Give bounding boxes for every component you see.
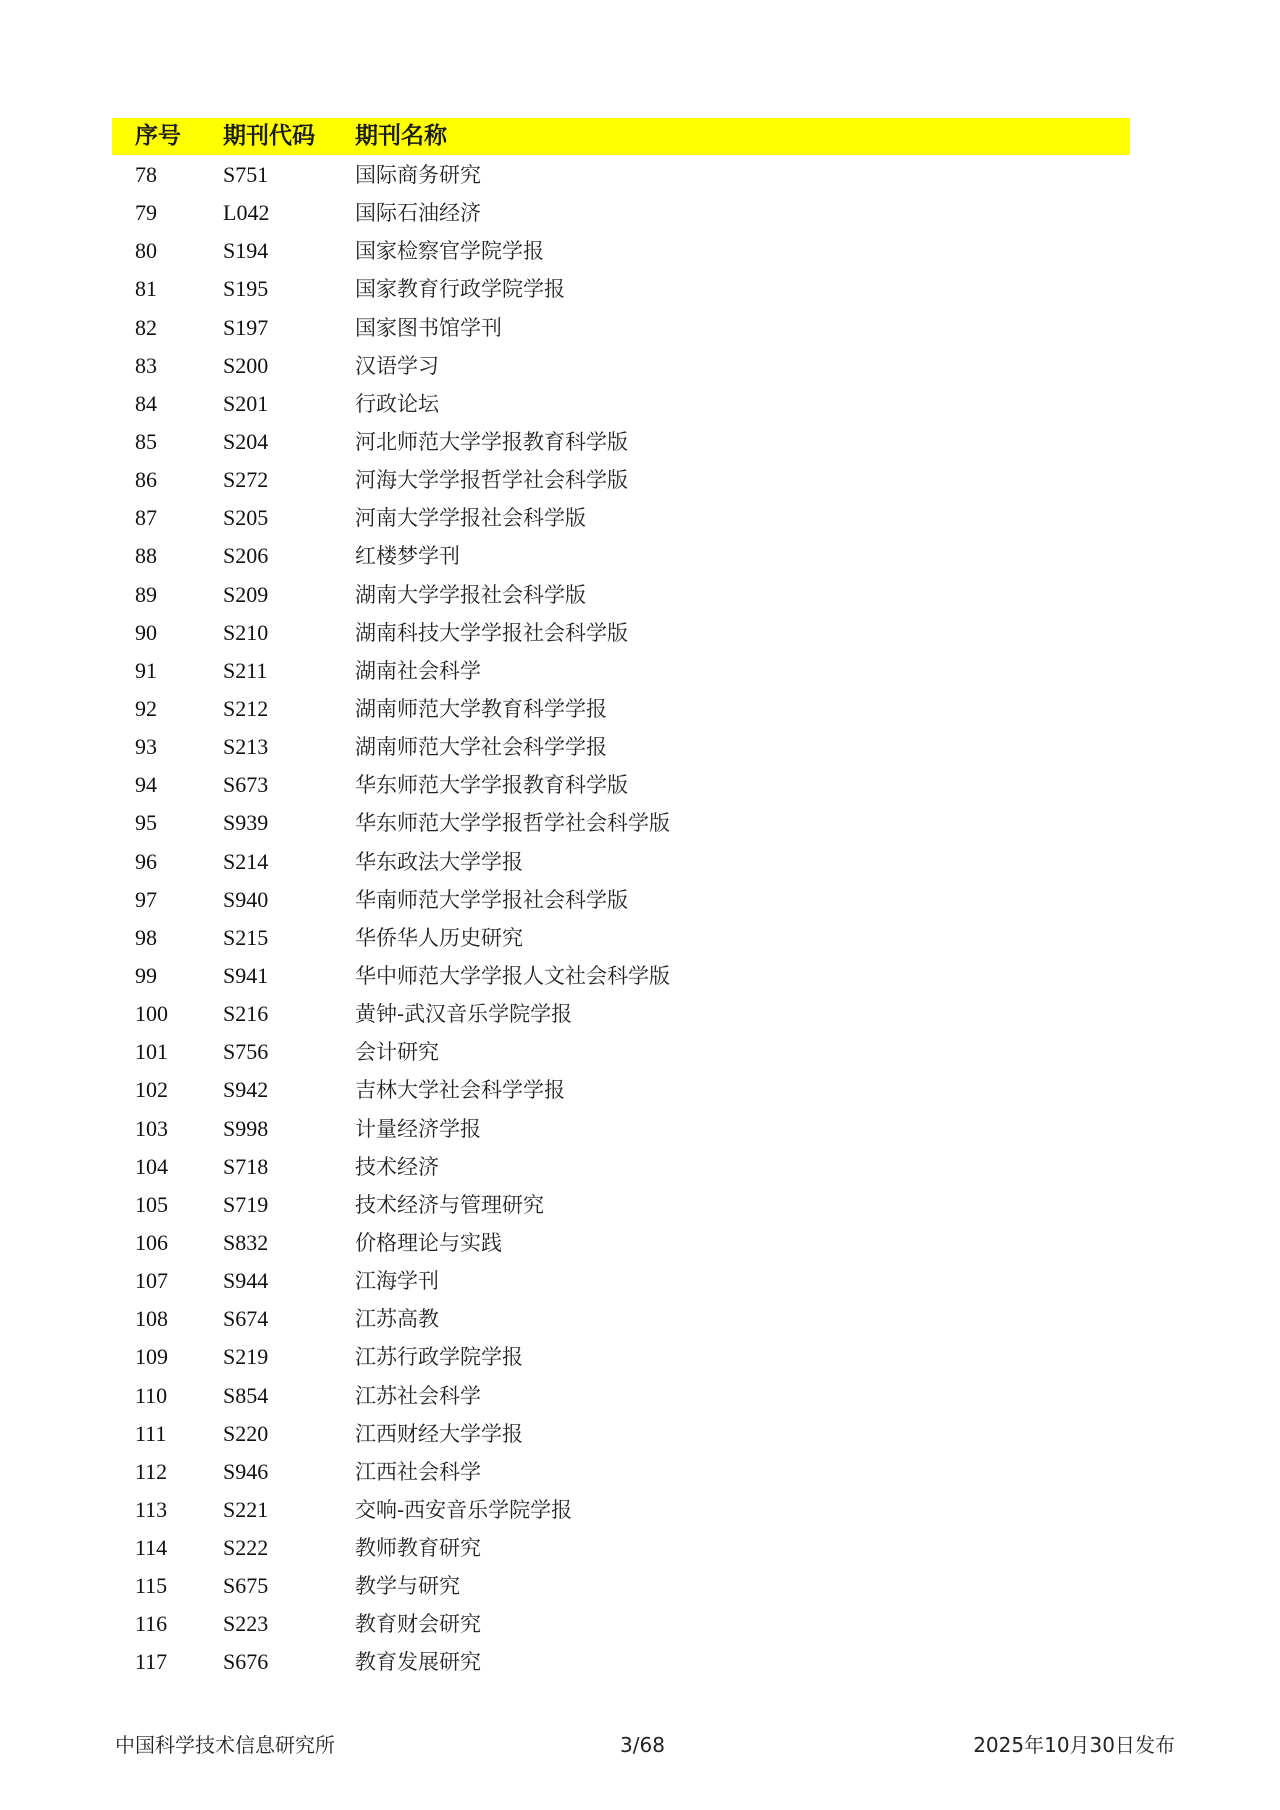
- table-row: [0, 957, 1280, 995]
- row-code: S201: [223, 390, 269, 416]
- table-row: [0, 1033, 1280, 1071]
- row-seq: 98: [135, 924, 157, 950]
- row-name: 江苏社会科学: [355, 1383, 481, 1408]
- row-seq: 109: [135, 1344, 168, 1370]
- table-row: [0, 1300, 1280, 1338]
- row-seq: 79: [135, 200, 157, 226]
- row-code: S195: [223, 276, 269, 302]
- row-seq: 89: [135, 581, 157, 607]
- row-code: S998: [223, 1115, 269, 1141]
- table-row: [0, 309, 1280, 347]
- row-seq: 78: [135, 162, 157, 187]
- table-row: [0, 690, 1280, 728]
- row-code: S939: [223, 810, 269, 836]
- table-row: [0, 614, 1280, 652]
- row-seq: 93: [135, 734, 157, 760]
- table-row: [0, 1453, 1280, 1491]
- row-seq: 84: [135, 390, 157, 416]
- row-seq: 97: [135, 886, 157, 912]
- table-row: [0, 843, 1280, 881]
- row-name: 华中师范大学学报人文社会科学版: [355, 963, 670, 988]
- row-seq: 101: [135, 1039, 168, 1065]
- row-name: 河北师范大学学报教育科学版: [355, 429, 628, 454]
- table-row: [0, 347, 1280, 385]
- table-row: [0, 881, 1280, 919]
- row-code: S272: [223, 467, 269, 493]
- table-row: [0, 576, 1280, 614]
- row-name: 教育发展研究: [355, 1650, 481, 1675]
- row-code: S200: [223, 352, 269, 378]
- table-row: [0, 1224, 1280, 1262]
- row-seq: 115: [135, 1573, 168, 1599]
- row-name: 技术经济与管理研究: [355, 1192, 544, 1217]
- row-seq: 117: [135, 1649, 168, 1675]
- row-name: 华东政法大学学报: [355, 849, 523, 874]
- row-code: S946: [223, 1458, 269, 1484]
- row-name: 教育财会研究: [355, 1612, 481, 1637]
- row-code: S854: [223, 1382, 269, 1408]
- row-name: 湖南师范大学社会科学学报: [355, 735, 607, 760]
- table-row: [0, 232, 1280, 270]
- row-code: S197: [223, 314, 269, 340]
- table-row: [0, 499, 1280, 537]
- row-code: S832: [223, 1229, 269, 1255]
- header-journal-code: 期刊代码: [223, 123, 315, 149]
- row-code: S205: [223, 505, 269, 531]
- row-seq: 114: [135, 1535, 168, 1561]
- row-name: 汉语学习: [355, 353, 439, 378]
- row-seq: 86: [135, 467, 157, 493]
- row-name: 河南大学学报社会科学版: [355, 506, 586, 531]
- row-name: 江海学刊: [355, 1269, 439, 1294]
- row-name: 华东师范大学学报教育科学版: [355, 773, 628, 798]
- table-row: [0, 1605, 1280, 1643]
- row-name: 技术经济: [355, 1154, 439, 1179]
- row-seq: 113: [135, 1496, 168, 1522]
- row-name: 华南师范大学学报社会科学版: [355, 887, 628, 912]
- row-name: 交响-西安音乐学院学报: [355, 1497, 573, 1522]
- row-code: S223: [223, 1611, 269, 1637]
- header-seq: 序号: [135, 123, 181, 149]
- row-name: 会计研究: [355, 1040, 439, 1065]
- row-code: S212: [223, 695, 269, 721]
- table-row: [0, 1491, 1280, 1529]
- table-row: [0, 1643, 1280, 1681]
- row-seq: 116: [135, 1611, 168, 1637]
- row-name: 湖南大学学报社会科学版: [355, 582, 586, 607]
- header-journal-name: 期刊名称: [355, 123, 447, 149]
- table-row: [0, 385, 1280, 423]
- row-seq: 111: [135, 1420, 167, 1446]
- table-row: [0, 1415, 1280, 1453]
- table-row: [0, 728, 1280, 766]
- row-seq: 81: [135, 276, 157, 302]
- row-code: S944: [223, 1268, 269, 1294]
- row-seq: 103: [135, 1115, 168, 1141]
- row-name: 湖南科技大学学报社会科学版: [355, 620, 628, 645]
- row-name: 国家检察官学院学报: [355, 239, 544, 264]
- table-row: [0, 537, 1280, 575]
- row-code: S206: [223, 543, 269, 569]
- row-code: S209: [223, 581, 269, 607]
- row-code: S221: [223, 1496, 269, 1522]
- row-code: S210: [223, 619, 269, 645]
- row-code: L042: [223, 200, 270, 226]
- row-name: 国际石油经济: [355, 201, 481, 226]
- row-name: 国家教育行政学院学报: [355, 277, 565, 302]
- row-code: S756: [223, 1039, 269, 1065]
- row-code: S222: [223, 1535, 269, 1561]
- row-seq: 91: [135, 657, 157, 683]
- row-name: 国际商务研究: [355, 163, 481, 187]
- row-code: S719: [223, 1191, 269, 1217]
- row-name: 华侨华人历史研究: [355, 925, 523, 950]
- row-name: 江西社会科学: [355, 1459, 481, 1484]
- row-code: S213: [223, 734, 269, 760]
- table-row: [0, 1262, 1280, 1300]
- row-name: 河海大学学报哲学社会科学版: [355, 468, 628, 493]
- table-row: [0, 919, 1280, 957]
- row-seq: 100: [135, 1001, 168, 1027]
- table-row: [0, 804, 1280, 842]
- table-row: [0, 194, 1280, 232]
- table-row: [0, 1338, 1280, 1376]
- row-seq: 106: [135, 1229, 168, 1255]
- row-code: S219: [223, 1344, 269, 1370]
- row-code: S220: [223, 1420, 269, 1446]
- row-seq: 85: [135, 428, 157, 454]
- row-code: S204: [223, 428, 269, 454]
- row-code: S216: [223, 1001, 269, 1027]
- row-seq: 112: [135, 1458, 168, 1484]
- footer-release-date: 2025年10月30日发布: [973, 1733, 1175, 1757]
- row-code: S940: [223, 886, 269, 912]
- row-name: 教学与研究: [355, 1574, 460, 1599]
- row-name: 教师教育研究: [355, 1536, 481, 1561]
- row-seq: 99: [135, 962, 157, 988]
- row-code: S215: [223, 924, 269, 950]
- row-seq: 110: [135, 1382, 168, 1408]
- row-seq: 105: [135, 1191, 168, 1217]
- footer-page-number: 3/68: [620, 1733, 665, 1757]
- table-row: [0, 1148, 1280, 1186]
- row-code: S751: [223, 162, 269, 187]
- row-code: S214: [223, 848, 269, 874]
- row-name: 湖南社会科学: [355, 658, 481, 683]
- row-code: S211: [223, 657, 268, 683]
- row-name: 行政论坛: [355, 391, 439, 416]
- table-header: [112, 118, 1130, 155]
- table-row: [0, 1377, 1280, 1415]
- journal-table: [0, 156, 1280, 1682]
- row-code: S194: [223, 238, 269, 264]
- row-seq: 95: [135, 810, 157, 836]
- row-name: 江苏高教: [355, 1307, 439, 1332]
- row-seq: 94: [135, 772, 157, 798]
- row-seq: 96: [135, 848, 157, 874]
- row-code: S718: [223, 1153, 269, 1179]
- row-seq: 88: [135, 543, 157, 569]
- row-seq: 82: [135, 314, 157, 340]
- table-row: [0, 995, 1280, 1033]
- table-row: [0, 423, 1280, 461]
- table-row: [0, 1110, 1280, 1148]
- row-name: 江苏行政学院学报: [355, 1345, 523, 1370]
- row-code: S676: [223, 1649, 269, 1675]
- row-seq: 80: [135, 238, 157, 264]
- row-name: 华东师范大学学报哲学社会科学版: [355, 811, 670, 836]
- row-code: S673: [223, 772, 269, 798]
- table-row: [0, 1529, 1280, 1567]
- row-seq: 107: [135, 1268, 168, 1294]
- row-name: 价格理论与实践: [355, 1230, 502, 1255]
- row-name: 红楼梦学刊: [355, 544, 460, 569]
- row-code: S942: [223, 1077, 269, 1103]
- table-row: [0, 156, 1280, 194]
- row-name: 计量经济学报: [355, 1116, 481, 1141]
- row-name: 江西财经大学学报: [355, 1421, 523, 1446]
- row-name: 湖南师范大学教育科学学报: [355, 696, 607, 721]
- row-seq: 102: [135, 1077, 168, 1103]
- table-row: [0, 461, 1280, 499]
- row-code: S941: [223, 962, 269, 988]
- row-name: 黄钟-武汉音乐学院学报: [355, 1002, 573, 1027]
- table-row: [0, 1071, 1280, 1109]
- row-name: 国家图书馆学刊: [355, 315, 502, 340]
- row-seq: 87: [135, 505, 157, 531]
- row-seq: 104: [135, 1153, 168, 1179]
- footer-publisher: 中国科学技术信息研究所: [115, 1733, 335, 1757]
- row-seq: 90: [135, 619, 157, 645]
- page-footer: [0, 1730, 1280, 1760]
- table-row: [0, 652, 1280, 690]
- row-seq: 108: [135, 1306, 168, 1332]
- table-row: [0, 1186, 1280, 1224]
- row-code: S674: [223, 1306, 269, 1332]
- row-name: 吉林大学社会科学学报: [355, 1078, 565, 1103]
- row-code: S675: [223, 1573, 269, 1599]
- row-seq: 92: [135, 695, 157, 721]
- table-row: [0, 1567, 1280, 1605]
- table-row: [0, 270, 1280, 308]
- row-seq: 83: [135, 352, 157, 378]
- table-row: [0, 766, 1280, 804]
